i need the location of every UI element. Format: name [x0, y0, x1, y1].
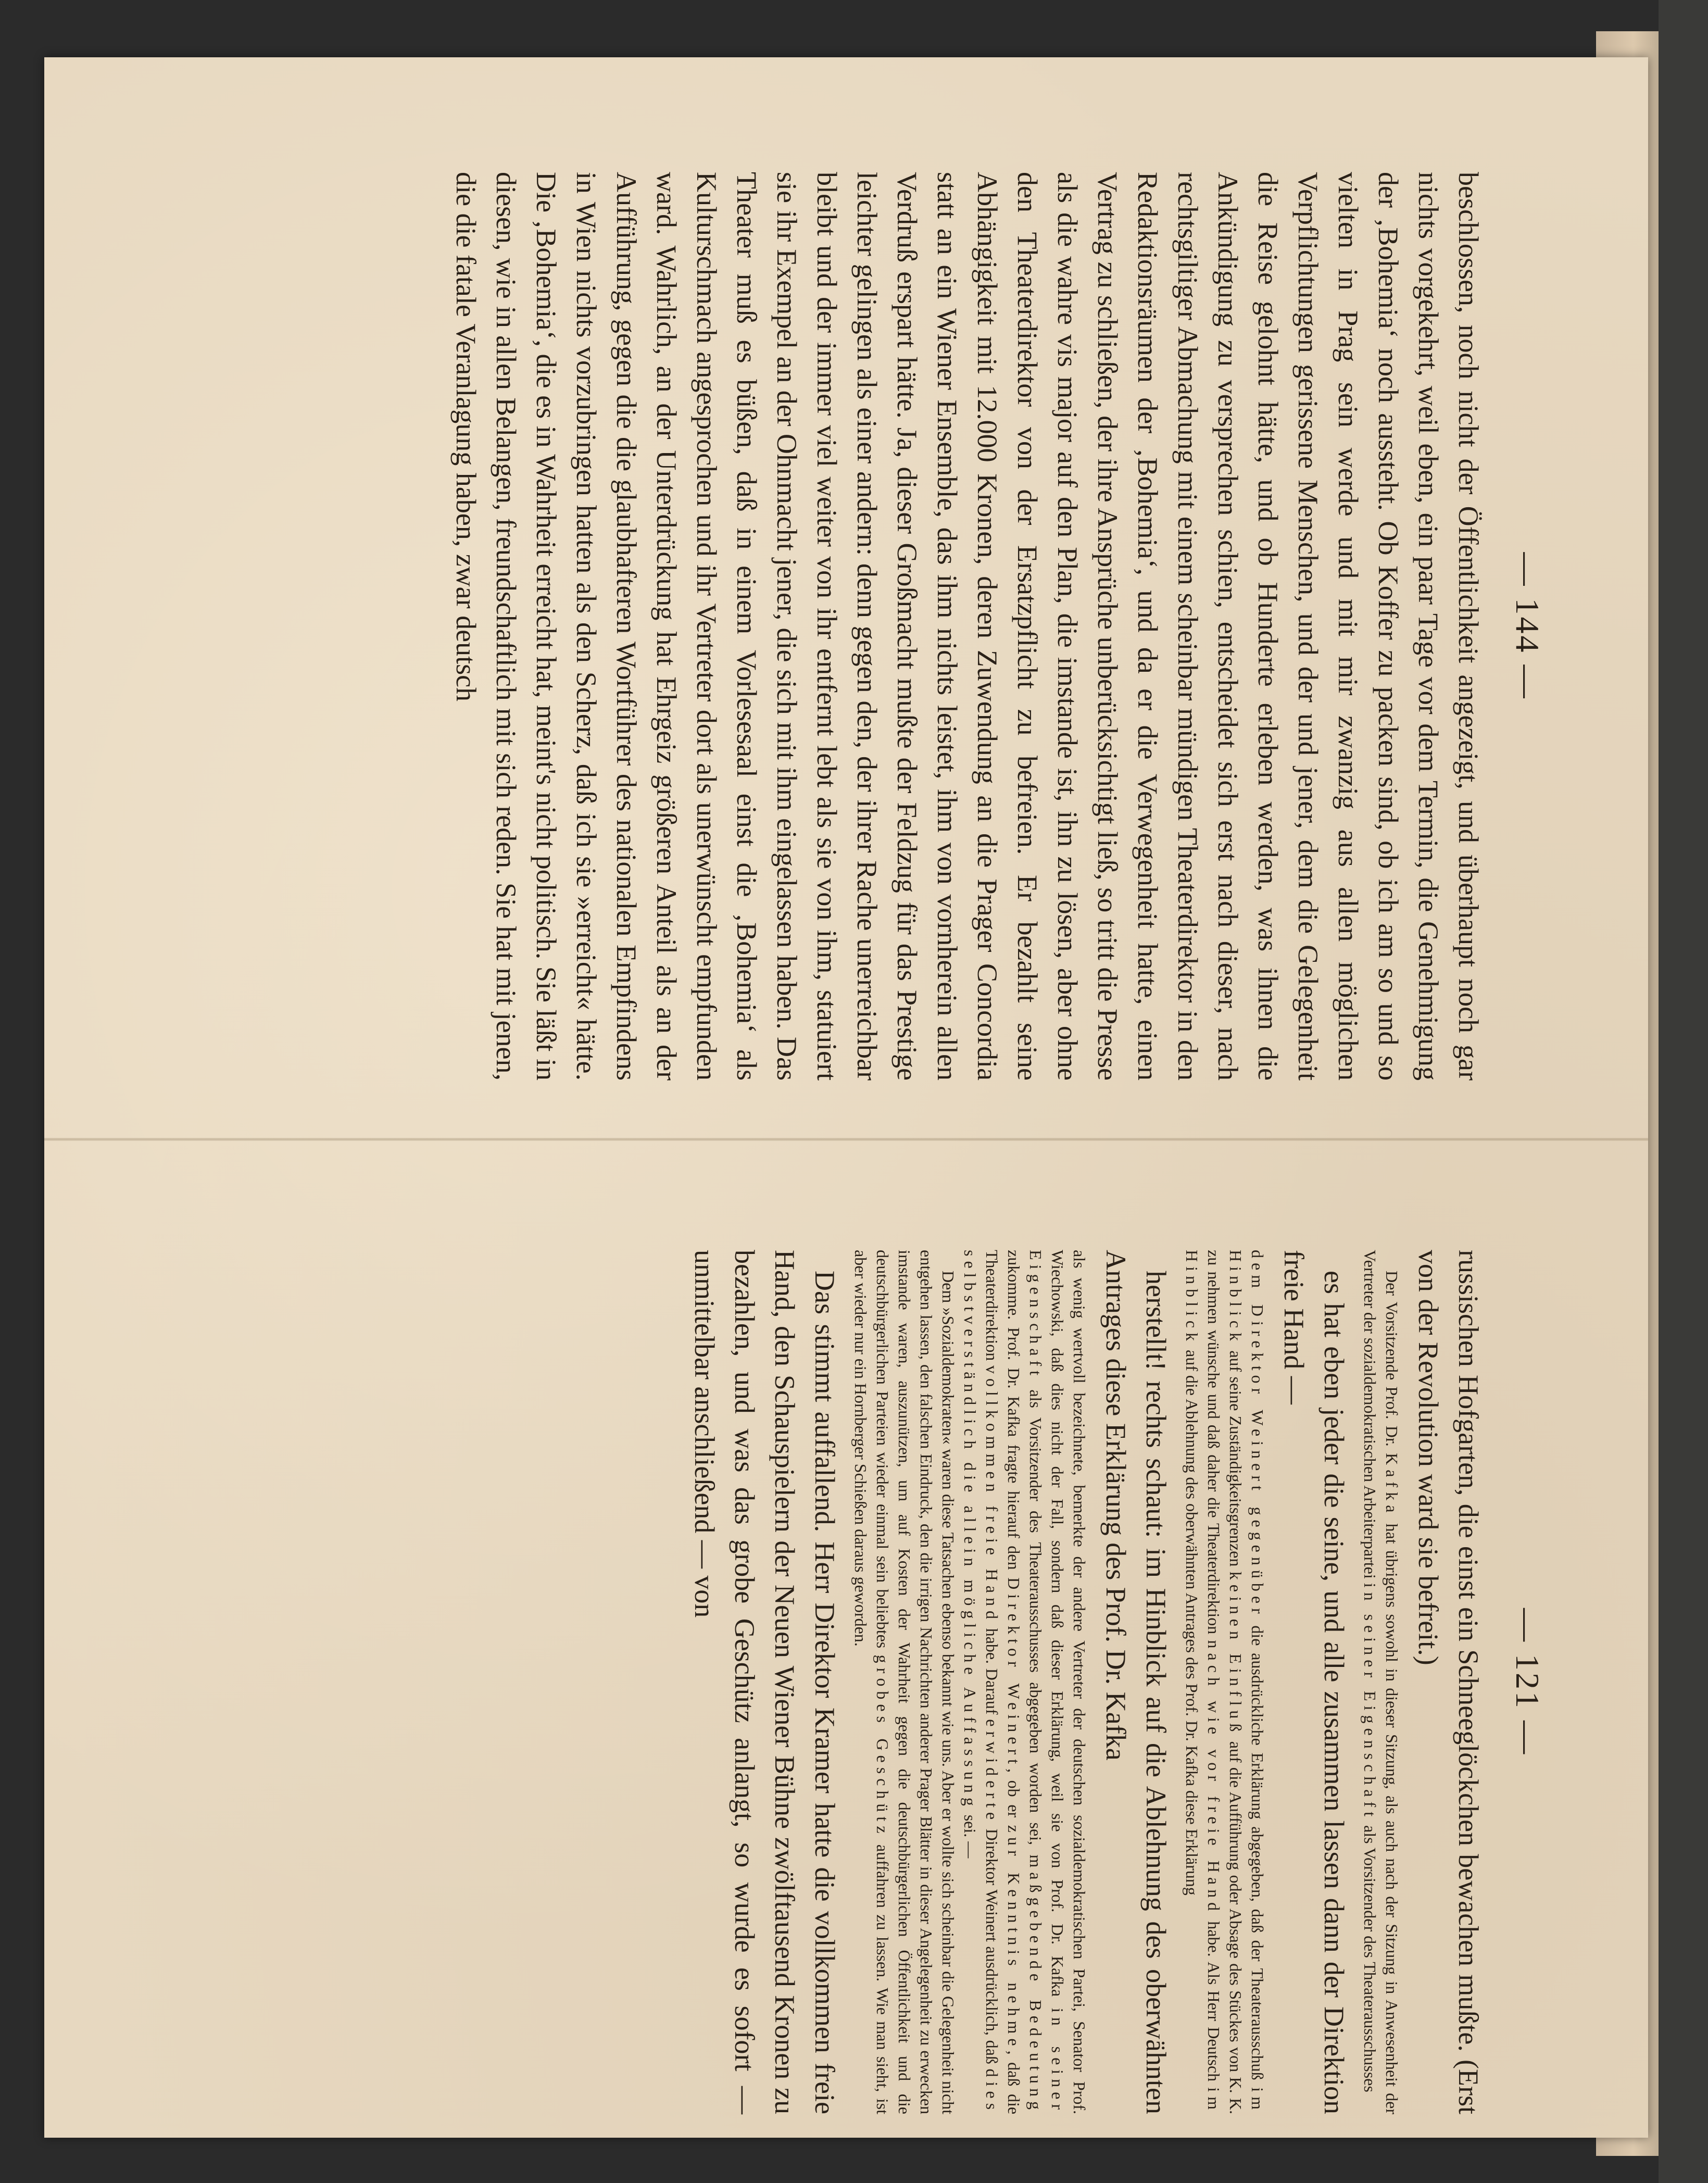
text-run: , daß die Theaterdirektion [983, 1250, 1023, 2115]
spaced-text: Kafka [1383, 1453, 1401, 1517]
text-run: die ausdrückliche Erklärung abgegeben, daß der Theaterausschuß [1248, 1625, 1267, 2080]
text-run: auffahren zu lassen. Wie man sieht, ist aber wieder nur ein Hornberger Schießen daraus geworden. [851, 1250, 892, 2115]
spaced-text: nach wie vor freie Hand [1204, 1640, 1223, 1916]
page-121-para-8: Das stimmt auffallend. Herr Direktor Kramer hatte die vollkommen freie Hand, den Schauspielern der Neuen Wiener Bühne zwölftausend Kronen zu bezahlen, und was das grobe Geschütz anlangt, so wurde es sofort — unmittelbar anschließend — von [689, 1250, 840, 2114]
spaced-text: in seiner Eigenschaft [1361, 1583, 1379, 1822]
spaced-text: keinen Einfluß [1226, 1571, 1245, 1737]
text-run: zukomme. Prof. Dr. Kafka fragte hierauf den [1004, 1250, 1023, 1570]
scanner-edge [1659, 0, 1708, 2183]
page-number-144: — 144 — [1509, 552, 1546, 700]
spaced-text: Direktor Weinert [1004, 1577, 1023, 1768]
text-run: , ob er [1004, 1768, 1023, 1818]
page-121-para-2 [1359, 1250, 1403, 2114]
text-run: sei. — [961, 1814, 979, 1859]
text-run: habe. Als Herr Deutsch [1204, 1921, 1223, 2082]
text-run: als Vorsitzender des Theaterausschusses [1361, 1825, 1379, 2092]
text-run: Der Vorsitzende Prof. Dr. [1383, 1271, 1401, 1447]
page-121-para-4 [1181, 1250, 1269, 2114]
page-144-text: beschlossen, noch nicht der Öffentlichkeit angezeigt, und überhaupt noch gar nichts vorgekehrt, weil eben, ein paar Tage vor dem Termin, die Genehmigung der ‚Bohemia‘ noch aussteht. Ob Koffer zu packen sind, ob ich am so und so vielten in Prag sein werde und mit mir zwanzig aus allen möglichen Verpflichtungen gerissene Menschen, und der und jener, dem die Gelegenheit die Reise gelohnt hätte, und ob Hunderte erleben werden, was ihnen die Ankündigung zu versprechen schien, entscheidet sich erst nach dieser, nach rechtsgiltiger Abmachung mit einem scheinbar mündigen Theaterdirektor in den Redaktionsräumen der ‚Bohemia‘, und da er die Verwegenheit hatte, einen Vertrag zu schließen, der ihre Ansprüche unberücksichtigt ließ, so tritt die Presse als die wahre vis major auf den Plan, die imstande ist, ihn zu lösen, aber ohne den Theaterdirektor von der Ersatzpflicht zu befreien. Er bezahlt seine Abhängigkeit mit 12.000 Kronen, deren Zuwendung an die Prager Concordia statt an ein Wiener Ensemble, das ihm nichts leistet, ihm von vornherein allen Verdruß erspart hätte. Ja, dieser Großmacht mußte der Feldzug für das Prestige leichter gelingen als einer andern: denn gegen den, der ihrer Rache unerreichbar bleibt und der immer viel weiter von ihr entfernt lebt als sie von ihm, statuiert sie ihr Exempel an der Ohnmacht jener, die sich mit ihm eingelassen haben. Das Theater muß es büßen, daß in einem Vorlesesaal einst die ‚Bohemia‘ als Kulturschmach angesprochen und ihr Vertreter dort als unerwünscht empfunden ward. Wahrlich, an der Unterdrückung hat Ehrgeiz größeren Anteil als an der Aufführung, gegen die die glaubhafteren Wortführer des nationalen Empfindens in Wien nichts vorzubringen hatten als den Scherz, daß ich sie »erreicht« hätte. Die ‚Bohemia‘, die es in Wahrheit erreicht hat, meint's nicht politisch. Sie läßt in diesen, wie in allen Belangen, freundschaftlich mit sich reden. Sie hat mit jenen, die die fatale Veranlagung haben, zwar deutsch [450, 172, 1484, 1081]
text-run: hat übrigens sowohl in dieser Sitzung, als auch nach der Sitzung in Anwesenheit der Vertreter der sozialdemokratischen Arbeiterpartei [1361, 1250, 1401, 2115]
spaced-text: dies selbstverständlich die allein mögliche Auffassung [961, 1250, 1001, 2115]
spaced-text: im Hinblick [1183, 1250, 1223, 2115]
text-run: Direktor Weinert ausdrücklich, daß [983, 1828, 1001, 2064]
text-run: habe. Darauf [983, 1628, 1001, 1715]
spaced-text: vollkommen freie Hand [983, 1365, 1001, 1624]
page-121-para-1: russischen Hofgarten, die einst ein Schneeglöckchen bewachen mußte. (Erst von der Revolution ward sie befreit.) [1413, 1250, 1484, 2114]
text-run: als wenig wertvoll bezeichnete, bemerkte der andere Vertreter der deutschen sozialdemokratischen Partei, Senator Prof. Wiechowski, daß dies nicht der Fall, sondern daß dieser Erklärung, weil sie von Prof. Dr. Kafka [1048, 1250, 1089, 2114]
page-144 [446, 172, 1547, 1081]
spaced-text: erwiderte [983, 1719, 1001, 1825]
spaced-text: im Hinblick [1226, 1250, 1267, 2115]
page-121-para-5: herstellt! rechts schaut: im Hinblick auf die Ablehnung des oberwähnten Antrages diese Erklärung des Prof. Dr. Kafka [1100, 1250, 1172, 2114]
page-fold-divider [44, 1138, 1648, 1141]
text-run: Dem »Sozialdemokraten« waren diese Tatsachen ebenso bekannt wie uns. Aber er wollte sich scheinbar die Gelegenheit nicht entgehen lassen, den falschen Eindruck, den die irrigen Nachrichten anderer Prager Blätter in dieser Angelegenheit zu erwecken imstande waren, auszunützen, um auf Kosten der Wahrheit gegen die deutschbürgerlichen Öffentlichkeit und die deutschbürgerlichen Parteien wieder einmal sein beliebtes [873, 1250, 958, 2114]
spaced-text: zur Kenntnis nehme [1004, 1825, 1023, 2051]
spaced-text: grobes Geschütz [873, 1654, 892, 1838]
page-number-121: — 121 — [1509, 1608, 1546, 1756]
document-sheet [44, 57, 1648, 2138]
spaced-text: in seiner Eigenschaft [1026, 1250, 1067, 2115]
text-run: auf die Ablehnung des oberwähnten Antrages des Prof. Dr. Kafka diese Erklärung [1183, 1349, 1201, 1896]
page-121-para-3: es hat eben jeder die seine, und alle zusammen lassen dann der Direktion freie Hand — [1278, 1250, 1350, 2114]
text-run: auf die Aufführung oder Absage des Stückes von K. K. zu nehmen wünsche und daß daher die Theaterdirektion [1204, 1250, 1245, 2115]
page-121-para-7 [850, 1250, 959, 2114]
page-121 [679, 1250, 1547, 2114]
spaced-text: maßgebende Bedeutung [1026, 1854, 1045, 2115]
spaced-text: dem Direktor Weinert gegenüber [1248, 1250, 1267, 1619]
text-run: als Vorsitzender des Theaterausschusses abgegeben worden sei, [1026, 1389, 1045, 1846]
text-run: auf seine Zuständigkeitsgrenzen [1226, 1350, 1245, 1567]
page-121-para-6 [959, 1250, 1090, 2114]
